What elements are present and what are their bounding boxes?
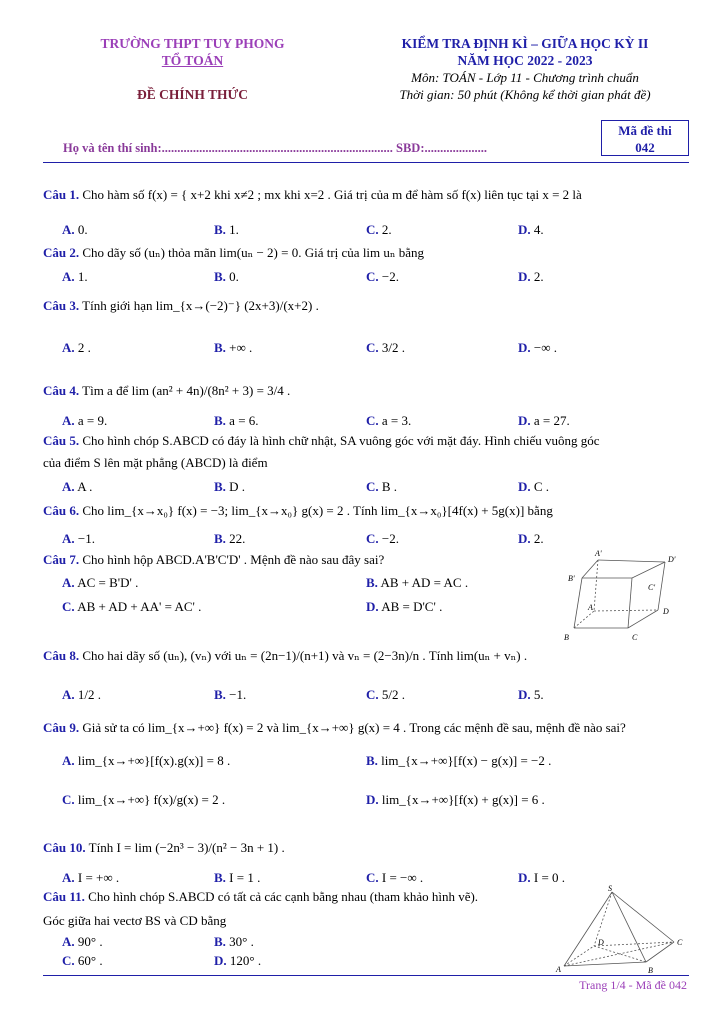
subject-line: Môn: TOÁN - Lớp 11 - Chương trình chuẩn <box>411 70 639 85</box>
question-11-line2: Góc giữa hai vectơ BS và CD bằng <box>43 913 227 928</box>
option-3b[interactable]: B. +∞ . <box>214 340 253 355</box>
exam-code-value: 042 <box>635 140 655 155</box>
svg-text:B': B' <box>568 574 575 583</box>
option-3d[interactable]: D. −∞ . <box>518 340 557 355</box>
option-2c[interactable]: C. −2. <box>366 269 399 284</box>
option-2d[interactable]: D. 2. <box>518 269 544 284</box>
option-4a[interactable]: A. a = 9. <box>62 413 108 428</box>
option-11d[interactable]: D. 120° . <box>214 953 262 968</box>
option-2a[interactable]: A. 1. <box>62 269 88 284</box>
option-8a[interactable]: A. 1/2 . <box>62 687 102 702</box>
question-2: Câu 2. Cho dãy số (uₙ) thỏa mãn lim(uₙ − 2) = 0. Giá trị của lim uₙ bằng <box>43 245 425 260</box>
department-name: TỔ TOÁN <box>161 53 224 68</box>
option-10b[interactable]: B. I = 1 . <box>214 870 261 885</box>
option-10d[interactable]: D. I = 0 . <box>518 870 566 885</box>
svg-text:C: C <box>632 633 638 642</box>
school-name: TRƯỜNG THPT TUY PHONG <box>100 36 285 51</box>
option-3a[interactable]: A. 2 . <box>62 340 91 355</box>
question-3: Câu 3. Tính giới hạn lim_{x→(−2)⁻} (2x+3)/(x+2) . <box>43 298 319 313</box>
option-10a[interactable]: A. I = +∞ . <box>62 870 120 885</box>
question-9: Câu 9. Giả sử ta có lim_{x→+∞} f(x) = 2 và lim_{x→+∞} g(x) = 4 . Trong các mệnh đề sau, mệnh đề nào sai? <box>43 720 626 735</box>
svg-text:D': D' <box>668 555 676 564</box>
svg-text:B: B <box>564 633 569 642</box>
question-11: Câu 11. Cho hình chóp S.ABCD có tất cả các cạnh bằng nhau (tham khảo hình vẽ). <box>43 889 479 904</box>
option-5a[interactable]: A. A . <box>62 479 93 494</box>
official-label: ĐỀ CHÍNH THỨC <box>136 87 248 102</box>
time-line: Thời gian: 50 phút (Không kể thời gian phát đề) <box>399 87 651 102</box>
option-5d[interactable]: D. C . <box>518 479 550 494</box>
option-1a[interactable]: A. 0. <box>62 222 88 237</box>
question-10: Câu 10. Tính I = lim (−2n³ − 3)/(n² − 3n + 1) . <box>43 840 285 855</box>
question-7: Câu 7. Cho hình hộp ABCD.A'B'C'D' . Mệnh đề nào sau đây sai? <box>43 552 385 567</box>
svg-text:D: D <box>663 607 669 616</box>
option-4c[interactable]: C. a = 3. <box>366 413 412 428</box>
option-5b[interactable]: B. D . <box>214 479 246 494</box>
option-9a[interactable]: A. lim_{x→+∞}[f(x).g(x)] = 8 . <box>62 753 231 768</box>
svg-text:C: C <box>677 938 683 947</box>
option-9c[interactable]: C. lim_{x→+∞} f(x)/g(x) = 2 . <box>62 792 226 807</box>
option-8b[interactable]: B. −1. <box>214 687 247 702</box>
question-text: Cho hàm số f(x) = { x+2 khi x≠2 ; mx khi x=2 . Giá trị của m để hàm số f(x) liên tục tại x = 2 là <box>82 187 582 202</box>
option-10c[interactable]: C. I = −∞ . <box>366 870 424 885</box>
option-1b[interactable]: B. 1. <box>214 222 239 237</box>
question-6: Câu 6. Cho lim_{x→x₀} f(x) = −3; lim_{x→x₀} g(x) = 2 . Tính lim_{x→x₀}[4f(x) + 5g(x)] bằng <box>43 503 553 518</box>
question-4: Câu 4. Tìm a để lim (an² + 4n)/(8n² + 3) = 3/4 . <box>43 383 291 398</box>
option-4b[interactable]: B. a = 6. <box>214 413 259 428</box>
option-7d[interactable]: D. AB = D'C' . <box>366 599 443 614</box>
option-9d[interactable]: D. lim_{x→+∞}[f(x) + g(x)] = 6 . <box>366 792 545 807</box>
svg-text:C': C' <box>648 583 656 592</box>
option-1c[interactable]: C. 2. <box>366 222 392 237</box>
exam-code-box <box>601 120 689 156</box>
exam-code-label: Mã đề thi <box>618 123 672 138</box>
option-11c[interactable]: C. 60° . <box>62 953 103 968</box>
option-7a[interactable]: A. AC = B'D' . <box>62 575 139 590</box>
option-11b[interactable]: B. 30° . <box>214 934 254 949</box>
question-8: Câu 8. Cho hai dãy số (uₙ), (vₙ) với uₙ = (2n−1)/(n+1) và vₙ = (2−3n)/n . Tính lim(uₙ + vₙ) . <box>43 648 528 663</box>
option-6a[interactable]: A. −1. <box>62 531 95 546</box>
question-5: Câu 5. Cho hình chóp S.ABCD có đáy là hình chữ nhật, SA vuông góc với mặt đáy. Hình chiếu vuông góc <box>43 433 600 448</box>
svg-text:A: A <box>556 965 561 974</box>
footer-divider <box>43 975 689 976</box>
option-5c[interactable]: C. B . <box>366 479 398 494</box>
svg-text:B: B <box>648 966 653 975</box>
option-7b[interactable]: B. AB + AD = AC . <box>366 575 469 590</box>
svg-text:S: S <box>608 884 612 893</box>
svg-text:D: D <box>598 938 604 947</box>
option-4d[interactable]: D. a = 27. <box>518 413 570 428</box>
option-7c[interactable]: C. AB + AD + AA' = AC' . <box>62 599 202 614</box>
option-6d[interactable]: D. 2. <box>518 531 544 546</box>
option-11a[interactable]: A. 90° . <box>62 934 103 949</box>
option-6b[interactable]: B. 22. <box>214 531 246 546</box>
parallelepiped-figure <box>560 548 690 644</box>
question-label: Câu 1. <box>43 187 80 202</box>
option-8d[interactable]: D. 5. <box>518 687 544 702</box>
option-9b[interactable]: B. lim_{x→+∞}[f(x) − g(x)] = −2 . <box>366 753 552 768</box>
svg-text:A': A' <box>595 549 602 558</box>
question-5-line2: của điểm S lên mặt phẳng (ABCD) là điểm <box>43 455 268 470</box>
school-year: NĂM HỌC 2022 - 2023 <box>457 53 593 68</box>
page-footer: Trang 1/4 - Mã đề 042 <box>579 978 687 992</box>
svg-text:A: A <box>588 603 593 612</box>
pyramid-figure <box>548 884 698 976</box>
student-info-line: Họ và tên thí sinh:.......................................................................... SBD:.................... <box>63 141 487 155</box>
exam-title: KIỂM TRA ĐỊNH KÌ – GIỮA HỌC KỲ II <box>401 36 649 51</box>
option-1d[interactable]: D. 4. <box>518 222 544 237</box>
question-1 <box>43 187 582 203</box>
header-divider <box>43 162 689 163</box>
option-2b[interactable]: B. 0. <box>214 269 239 284</box>
option-8c[interactable]: C. 5/2 . <box>366 687 406 702</box>
option-6c[interactable]: C. −2. <box>366 531 399 546</box>
option-3c[interactable]: C. 3/2 . <box>366 340 406 355</box>
